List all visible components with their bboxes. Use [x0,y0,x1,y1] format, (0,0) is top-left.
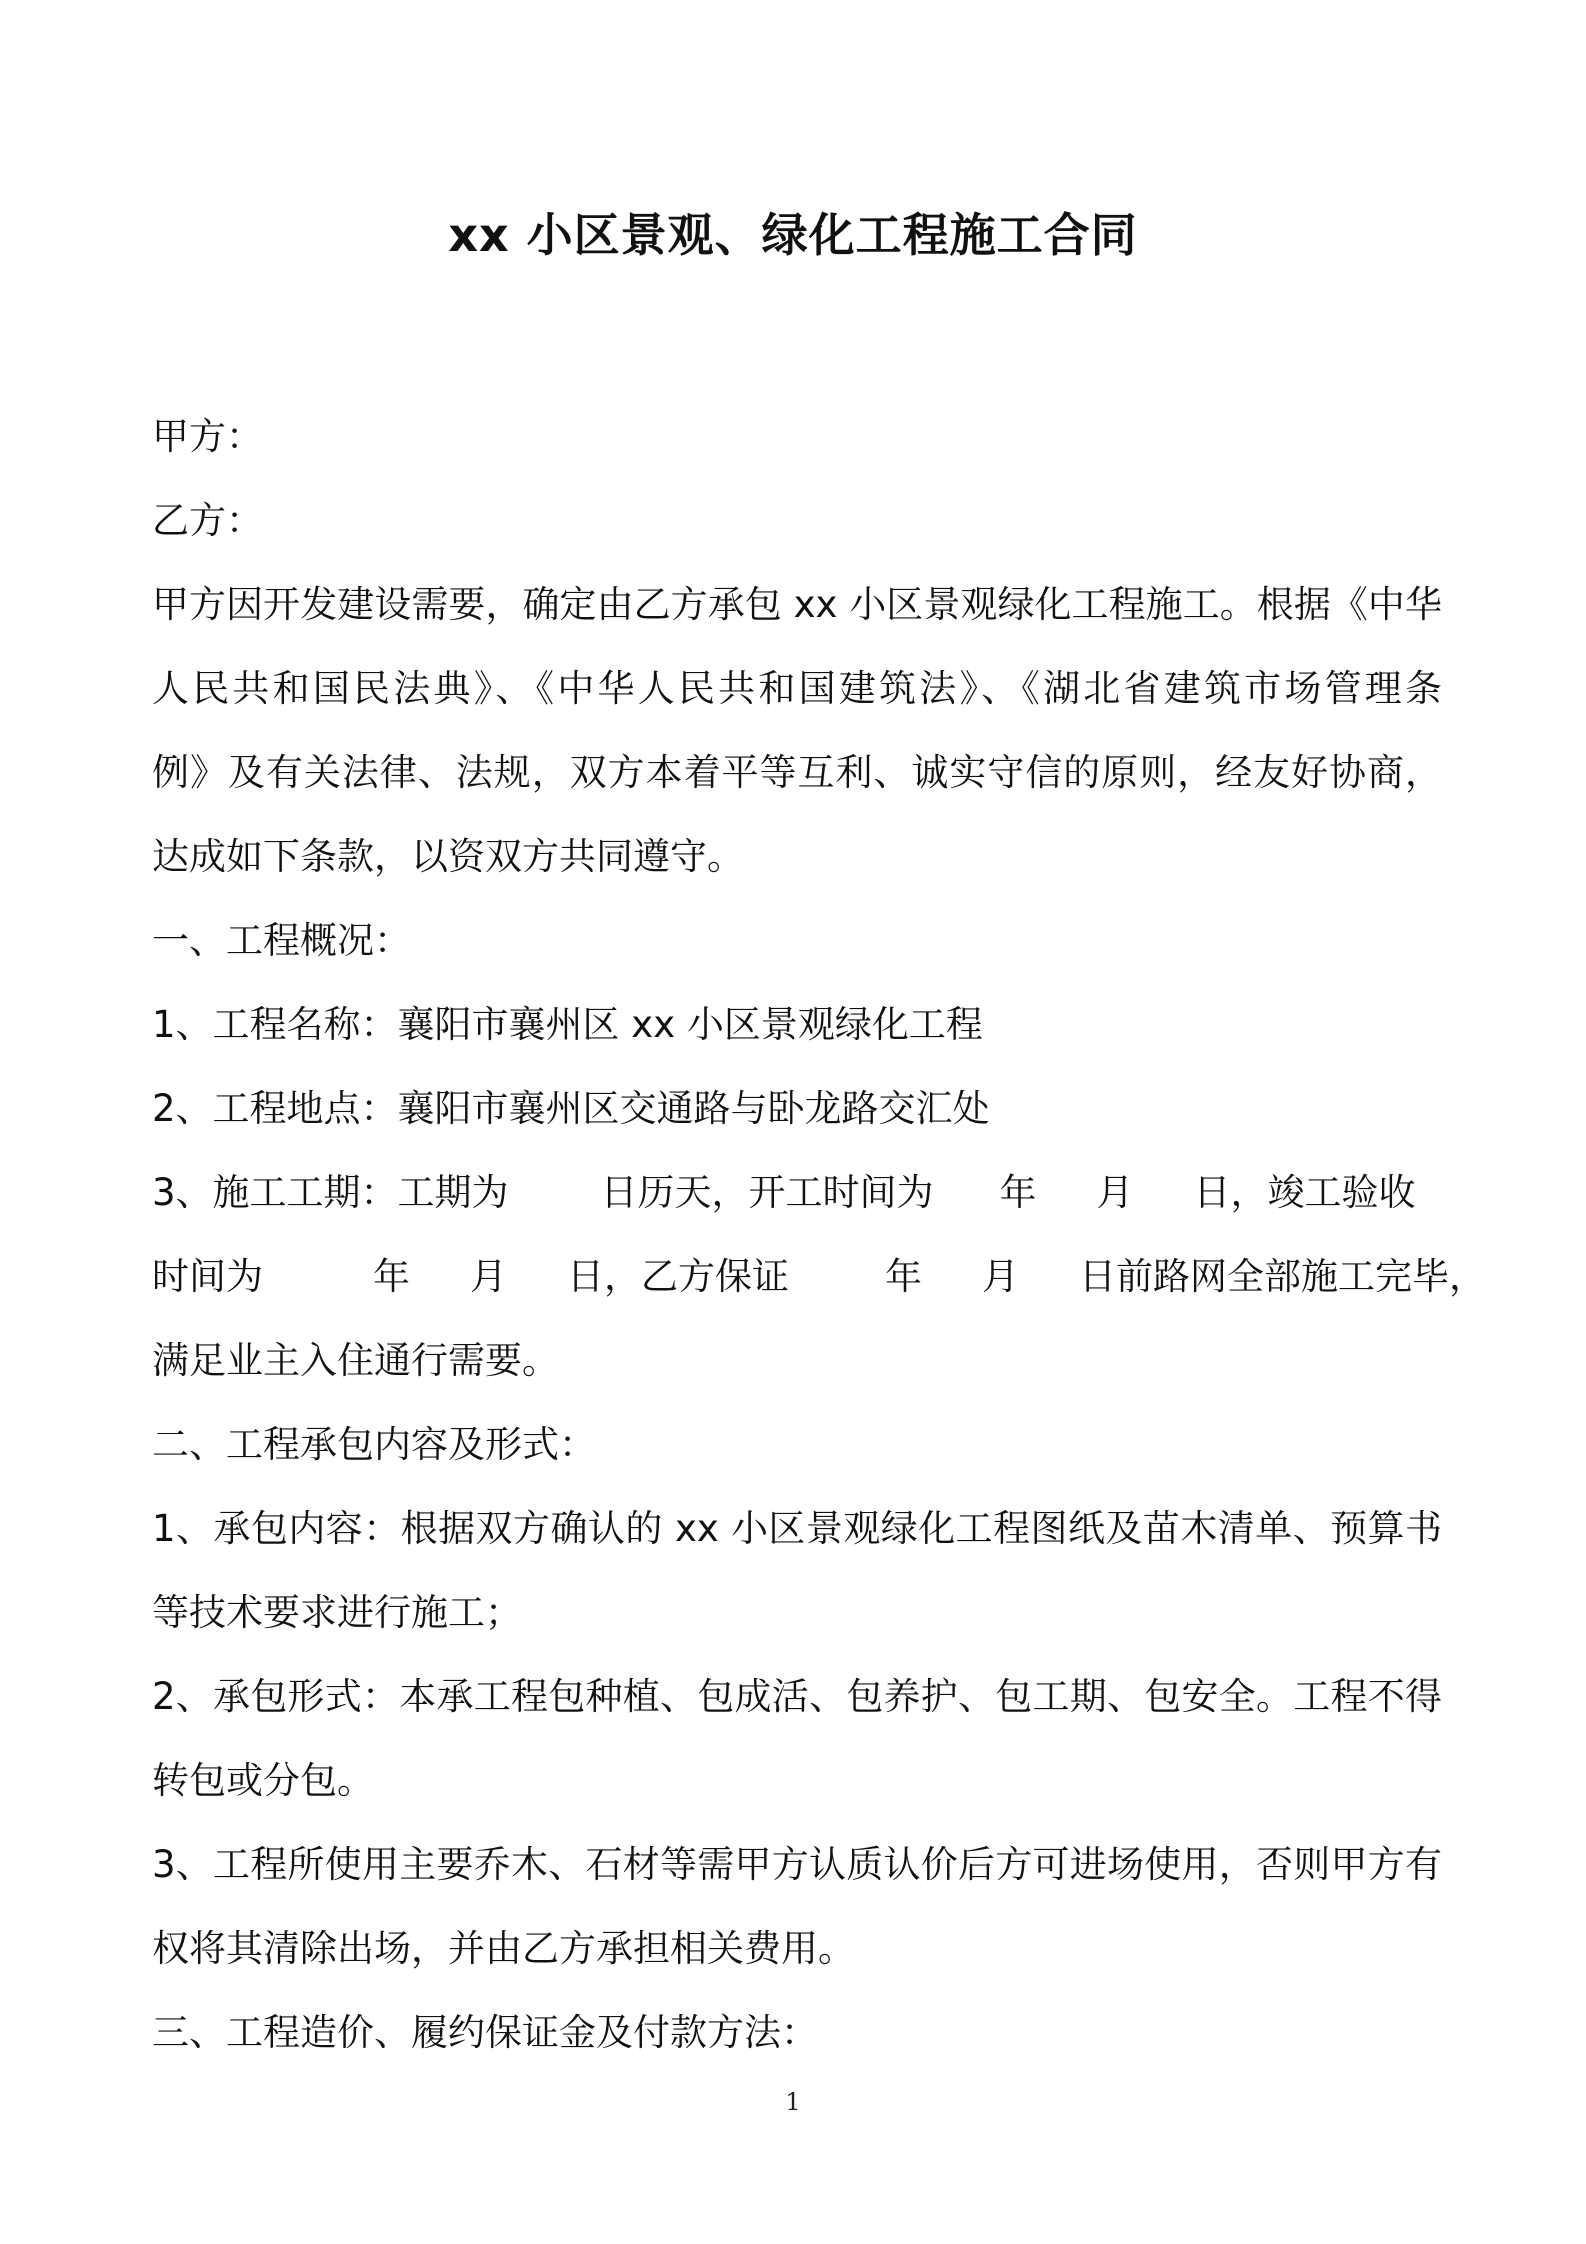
section2-item3-line: 权将其清除出场，并由乙方承担相关费用。 [152,1927,855,1970]
party-b-label: 乙方： [152,499,263,542]
page-number: 1 [785,2088,801,2116]
schedule-text: 日，乙方保证 [567,1255,789,1298]
schedule-text: 时间为 [152,1255,263,1298]
section2-item3-line: 3、工程所使用主要乔木、石材等需甲方认质认价后方可进场使用，否则甲方有 [152,1843,1442,1886]
schedule-text: 月 [982,1255,1019,1298]
section3-heading: 三、工程造价、履约保证金及付款方法： [152,2011,818,2054]
document-body [152,395,1486,2075]
section2-heading: 二、工程承包内容及形式： [152,1423,596,1466]
section1-item-schedule-line2 [152,1235,1486,1319]
preamble-line: 人民共和国民法典》、《中华人民共和国建筑法》、《湖北省建筑市场管理条 [152,667,1442,710]
section1-item-location: 2、工程地点：襄阳市襄州区交通路与卧龙路交汇处 [152,1087,990,1130]
section2-item2-line: 转包或分包。 [152,1759,374,1802]
section2-item1-line: 1、承包内容：根据双方确认的 xx 小区景观绿化工程图纸及苗木清单、预算书 [152,1507,1442,1550]
schedule-text: 日前路网全部施工完毕， [1079,1255,1486,1298]
schedule-text: 月 [1096,1171,1134,1214]
schedule-text: 3、施工工期：工期为 [152,1171,509,1214]
section1-item-name: 1、工程名称：襄阳市襄州区 xx 小区景观绿化工程 [152,1003,983,1046]
section1-heading: 一、工程概况： [152,919,411,962]
schedule-text: 月 [470,1255,507,1298]
schedule-text: 日，竣工验收 [1193,1171,1416,1214]
schedule-text: 年 [999,1171,1037,1214]
section2-item1-line: 等技术要求进行施工； [152,1591,522,1634]
section2-item2-line: 2、承包形式：本承工程包种植、包成活、包养护、包工期、包安全。工程不得 [152,1675,1442,1718]
preamble-line: 甲方因开发建设需要，确定由乙方承包 xx 小区景观绿化工程施工。根据《中华 [152,583,1442,626]
preamble-line: 例》及有关法律、法规，双方本着平等互利、诚实守信的原则，经友好协商， [152,751,1442,794]
section1-item-schedule-line3: 满足业主入住通行需要。 [152,1339,559,1382]
section1-item-schedule-line1 [152,1151,1442,1235]
preamble-line: 达成如下条款，以资双方共同遵守。 [152,835,744,878]
document-title: xx 小区景观、绿化工程施工合同 [448,208,1138,262]
schedule-text: 年 [885,1255,922,1298]
schedule-text: 年 [373,1255,410,1298]
schedule-text: 日历天，开工时间为 [600,1171,934,1214]
party-a-label: 甲方： [152,415,263,458]
